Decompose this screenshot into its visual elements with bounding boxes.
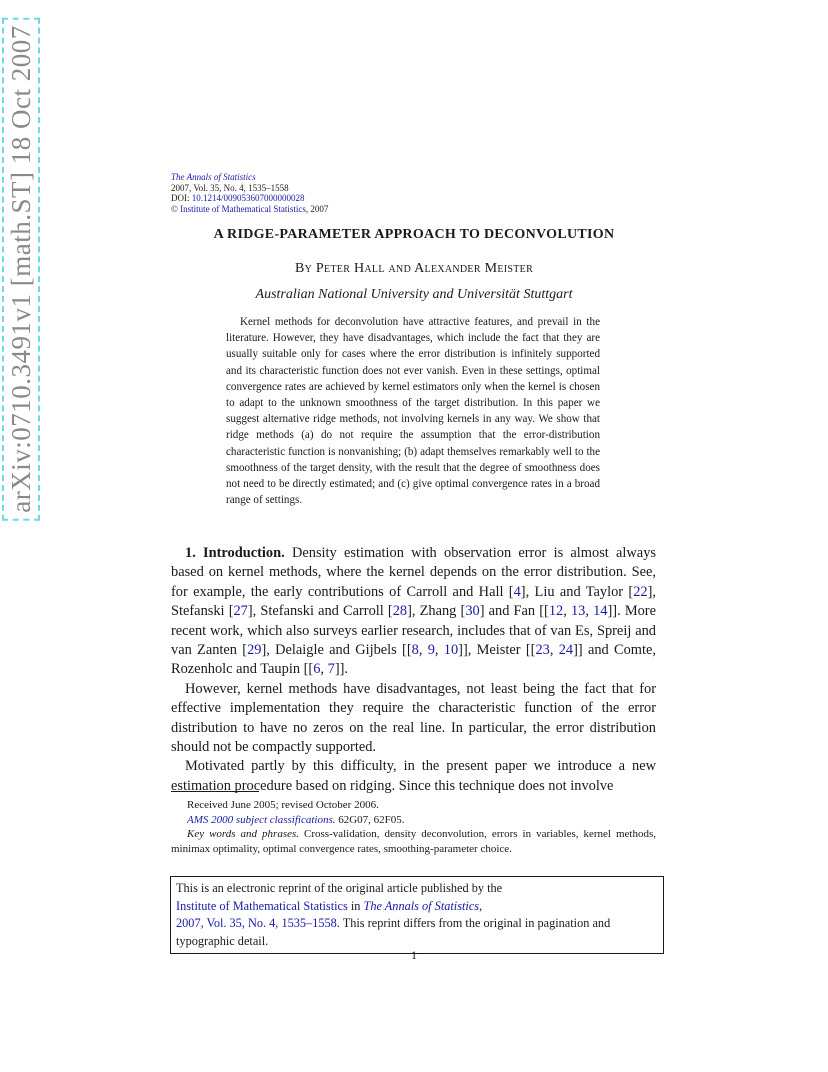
abstract: Kernel methods for deconvolution have attractive features, and prevail in the literature. However, they have disadvantages, which include the fact that they are usually suitable only for cases where the error distribution is infinitely supported and its characteristic function does not ever vanish. Even in these settings, optimal convergence rates are achieved by kernel estimators only when the kernel is chosen to adapt to the unknown smoothness of the target distribution. In this paper we suggest alternative ridge methods, not involving kernels in any way. We show that ridge methods (a) do not require the assumption that the error-distribution characteristic function is nonvanishing; (b) adapt themselves remarkably well to the smoothness of the target density, with the result that the degree of smoothness does not need to be directly estimated; and (c) give optimal convergence rates in a broad range of settings. xyxy=(226,316,600,507)
citation-link[interactable]: 30 xyxy=(465,603,480,620)
paragraph-text: , xyxy=(563,603,571,620)
reprint-publisher-link[interactable]: Institute of Mathematical Statistics xyxy=(176,898,348,913)
paragraph-text: , xyxy=(418,642,428,659)
citation-link[interactable]: 29 xyxy=(247,642,262,659)
paragraph-text: , xyxy=(549,642,559,659)
intro-paragraph-2: However, kernel methods have disadvantages, not least being the fact that for effective implementation they require the characteristic function of the error distribution to have no zeros on the real line. In particular, the error distribution should not be compactly supported. xyxy=(171,680,656,756)
citation-link[interactable]: 10 xyxy=(443,642,459,659)
keywords-label: Key words and phrases. xyxy=(187,828,300,840)
reprint-line-1: This is an electronic reprint of the original article published by the xyxy=(176,881,503,895)
paragraph-text: ]], Meister [[ xyxy=(458,642,536,659)
paragraph-text: ]]. xyxy=(334,661,348,678)
doi-label: DOI: xyxy=(171,193,192,203)
paragraph-text: , xyxy=(320,661,328,678)
citation-link[interactable]: 23 xyxy=(535,642,550,659)
paragraph-text: ], Liu and Taylor [ xyxy=(520,583,634,600)
citation-link[interactable]: 22 xyxy=(633,583,648,600)
citation-link[interactable]: 27 xyxy=(233,603,248,620)
reprint-citation-link[interactable]: 2007, Vol. 35, No. 4, 1535–1558 xyxy=(176,916,337,931)
citation-link[interactable]: 14 xyxy=(593,603,608,620)
ams-classification-link[interactable]: AMS 2000 subject classifications. xyxy=(187,813,336,826)
section-heading-introduction: 1. Introduction. xyxy=(185,545,285,561)
footnotes xyxy=(171,798,656,856)
citation-link[interactable]: 9 xyxy=(427,642,435,659)
reprint-comma: , xyxy=(479,898,483,913)
citation-link[interactable]: 4 xyxy=(513,583,521,600)
paragraph-text: , xyxy=(585,603,594,620)
citation-link[interactable]: 24 xyxy=(558,642,574,659)
citation-link[interactable]: 6 xyxy=(313,661,321,678)
paragraph-text: ]]. More recent work, which also surveys earlier research, includes that of van Es, Spreij and van Zanten [ xyxy=(171,603,656,659)
citation-link[interactable]: 12 xyxy=(548,603,564,620)
reprint-line-2 xyxy=(176,898,657,916)
reprint-rest: . This reprint differs from the original in pagination and typographic detail. xyxy=(176,916,611,948)
arxiv-sidebar-stamp: arXiv:0710.3491v1 [math.ST] 18 Oct 2007 xyxy=(2,17,40,520)
paragraph-text: ], Zhang [ xyxy=(407,603,466,620)
reprint-notice-box xyxy=(170,876,664,954)
intro-paragraph-1 xyxy=(171,544,656,680)
reprint-journal-link[interactable]: The Annals of Statistics xyxy=(363,898,480,913)
journal-name-link[interactable]: The Annals of Statistics xyxy=(171,172,256,182)
reprint-line-3 xyxy=(176,915,657,950)
received-date: Received June 2005; revised October 2006. xyxy=(187,799,379,811)
author-affiliation: Australian National University and Universität Stuttgart xyxy=(255,287,573,302)
paragraph-text: ], Stefanski [ xyxy=(171,583,656,620)
citation-link[interactable]: 28 xyxy=(392,603,408,620)
paragraph-text: Density estimation with observation error is almost always based on kernel methods, where the kernel depends on the error distribution. See, for example, the early contributions of Carroll and Hall [ xyxy=(171,545,656,600)
paragraph-text: ]] and Comte, Rozenholc and Taupin [[ xyxy=(171,642,656,678)
paragraph-text: ], Delaigle and Gijbels [[ xyxy=(261,642,412,659)
ams-classification xyxy=(171,813,656,828)
footnote-rule xyxy=(171,791,259,792)
journal-header xyxy=(171,172,328,214)
keywords-list: Cross-validation, density deconvolution, errors in variables, kernel methods, minimax optimality, optimal convergence rates, smoothing-parameter choice. xyxy=(171,828,656,855)
paragraph-text: , xyxy=(434,642,444,659)
page-number: 1 xyxy=(411,948,417,962)
publisher-link[interactable]: Institute of Mathematical Statistics xyxy=(180,203,306,214)
intro-paragraph-3: Motivated partly by this difficulty, in the present paper we introduce a new estimation procedure based on ridging. Since this technique does not involve xyxy=(171,758,656,794)
reprint-in: in xyxy=(347,898,364,913)
copyright-symbol: © xyxy=(171,203,178,214)
paper-authors: By Peter Hall and Alexander Meister xyxy=(294,261,534,276)
journal-volume: 2007, Vol. 35, No. 4, 1535–1558 xyxy=(171,182,289,193)
citation-link[interactable]: 7 xyxy=(327,661,335,678)
keywords xyxy=(171,827,656,856)
paragraph-text: ] and Fan [[ xyxy=(479,603,549,620)
copyright-year: , 2007 xyxy=(305,203,329,214)
paragraph-text: ], Stefanski and Carroll [ xyxy=(247,603,393,620)
body-text xyxy=(171,544,656,796)
paper-title: A RIDGE-PARAMETER APPROACH TO DECONVOLUTION xyxy=(213,227,615,242)
doi-link[interactable]: 10.1214/009053607000000028 xyxy=(191,193,305,203)
citation-link[interactable]: 13 xyxy=(570,603,586,620)
ams-codes: 62G07, 62F05. xyxy=(335,813,405,826)
citation-link[interactable]: 8 xyxy=(411,642,419,659)
